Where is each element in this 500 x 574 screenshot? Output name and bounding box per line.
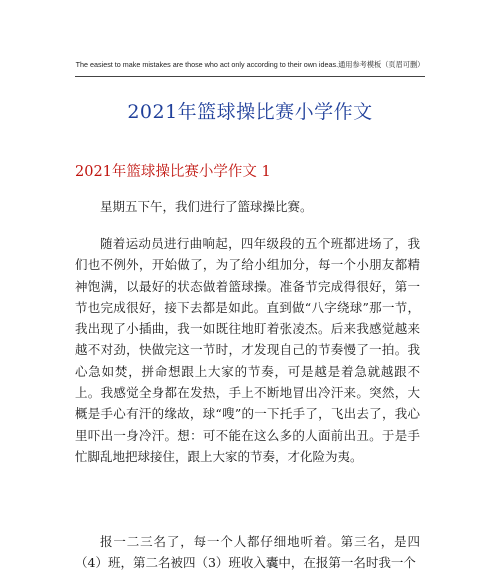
paragraph-3: 报一二三名了，每一个人都仔细地听着。第三名，是四（4）班，第二名被四（3）班收入囊中，在报第一名时我一个 — [75, 534, 420, 571]
document-title: 2021年篮球操比赛小学作文 — [127, 101, 373, 123]
section-heading: 2021年篮球操比赛小学作文 1 — [75, 164, 271, 180]
paragraph-2: 随着运动员进行曲响起，四年级段的五个班都进场了，我们也不例外，开始做了，为了给小组加分，每一个小朋友都精神饱满，以最好的状态做着篮球操。准备节完成得很好，第一节也完成很好，接下去都是如此。直到做“八字绕球”那一节，我出现了小插曲，我一如既往地盯着张凌杰。后来我感觉越来越不对劲，快做完这一节时，才发现自己的节奏慢了一拍。我心急如焚，拼命想跟上大家的节奏，可是越是着急就越跟不上。我感觉全身都在发热，手上不断地冒出冷汗来。突然，大概是手心有汗的缘故，球“嗖”的一下托手了，飞出去了，我心里吓出一身冷汗。想：可不能在这么多的人面前出丑。于是手忙脚乱地把球接住，跟上大家的节奏，才化险为夷。 — [75, 236, 420, 464]
page-header-note: The easiest to make mistakes are those who act only according to their own ideas.通用参考模板（页眉可删） — [75, 60, 425, 69]
paragraph-1: 星期五下午，我们进行了篮球操比赛。 — [100, 199, 313, 214]
header-rule — [75, 76, 425, 77]
